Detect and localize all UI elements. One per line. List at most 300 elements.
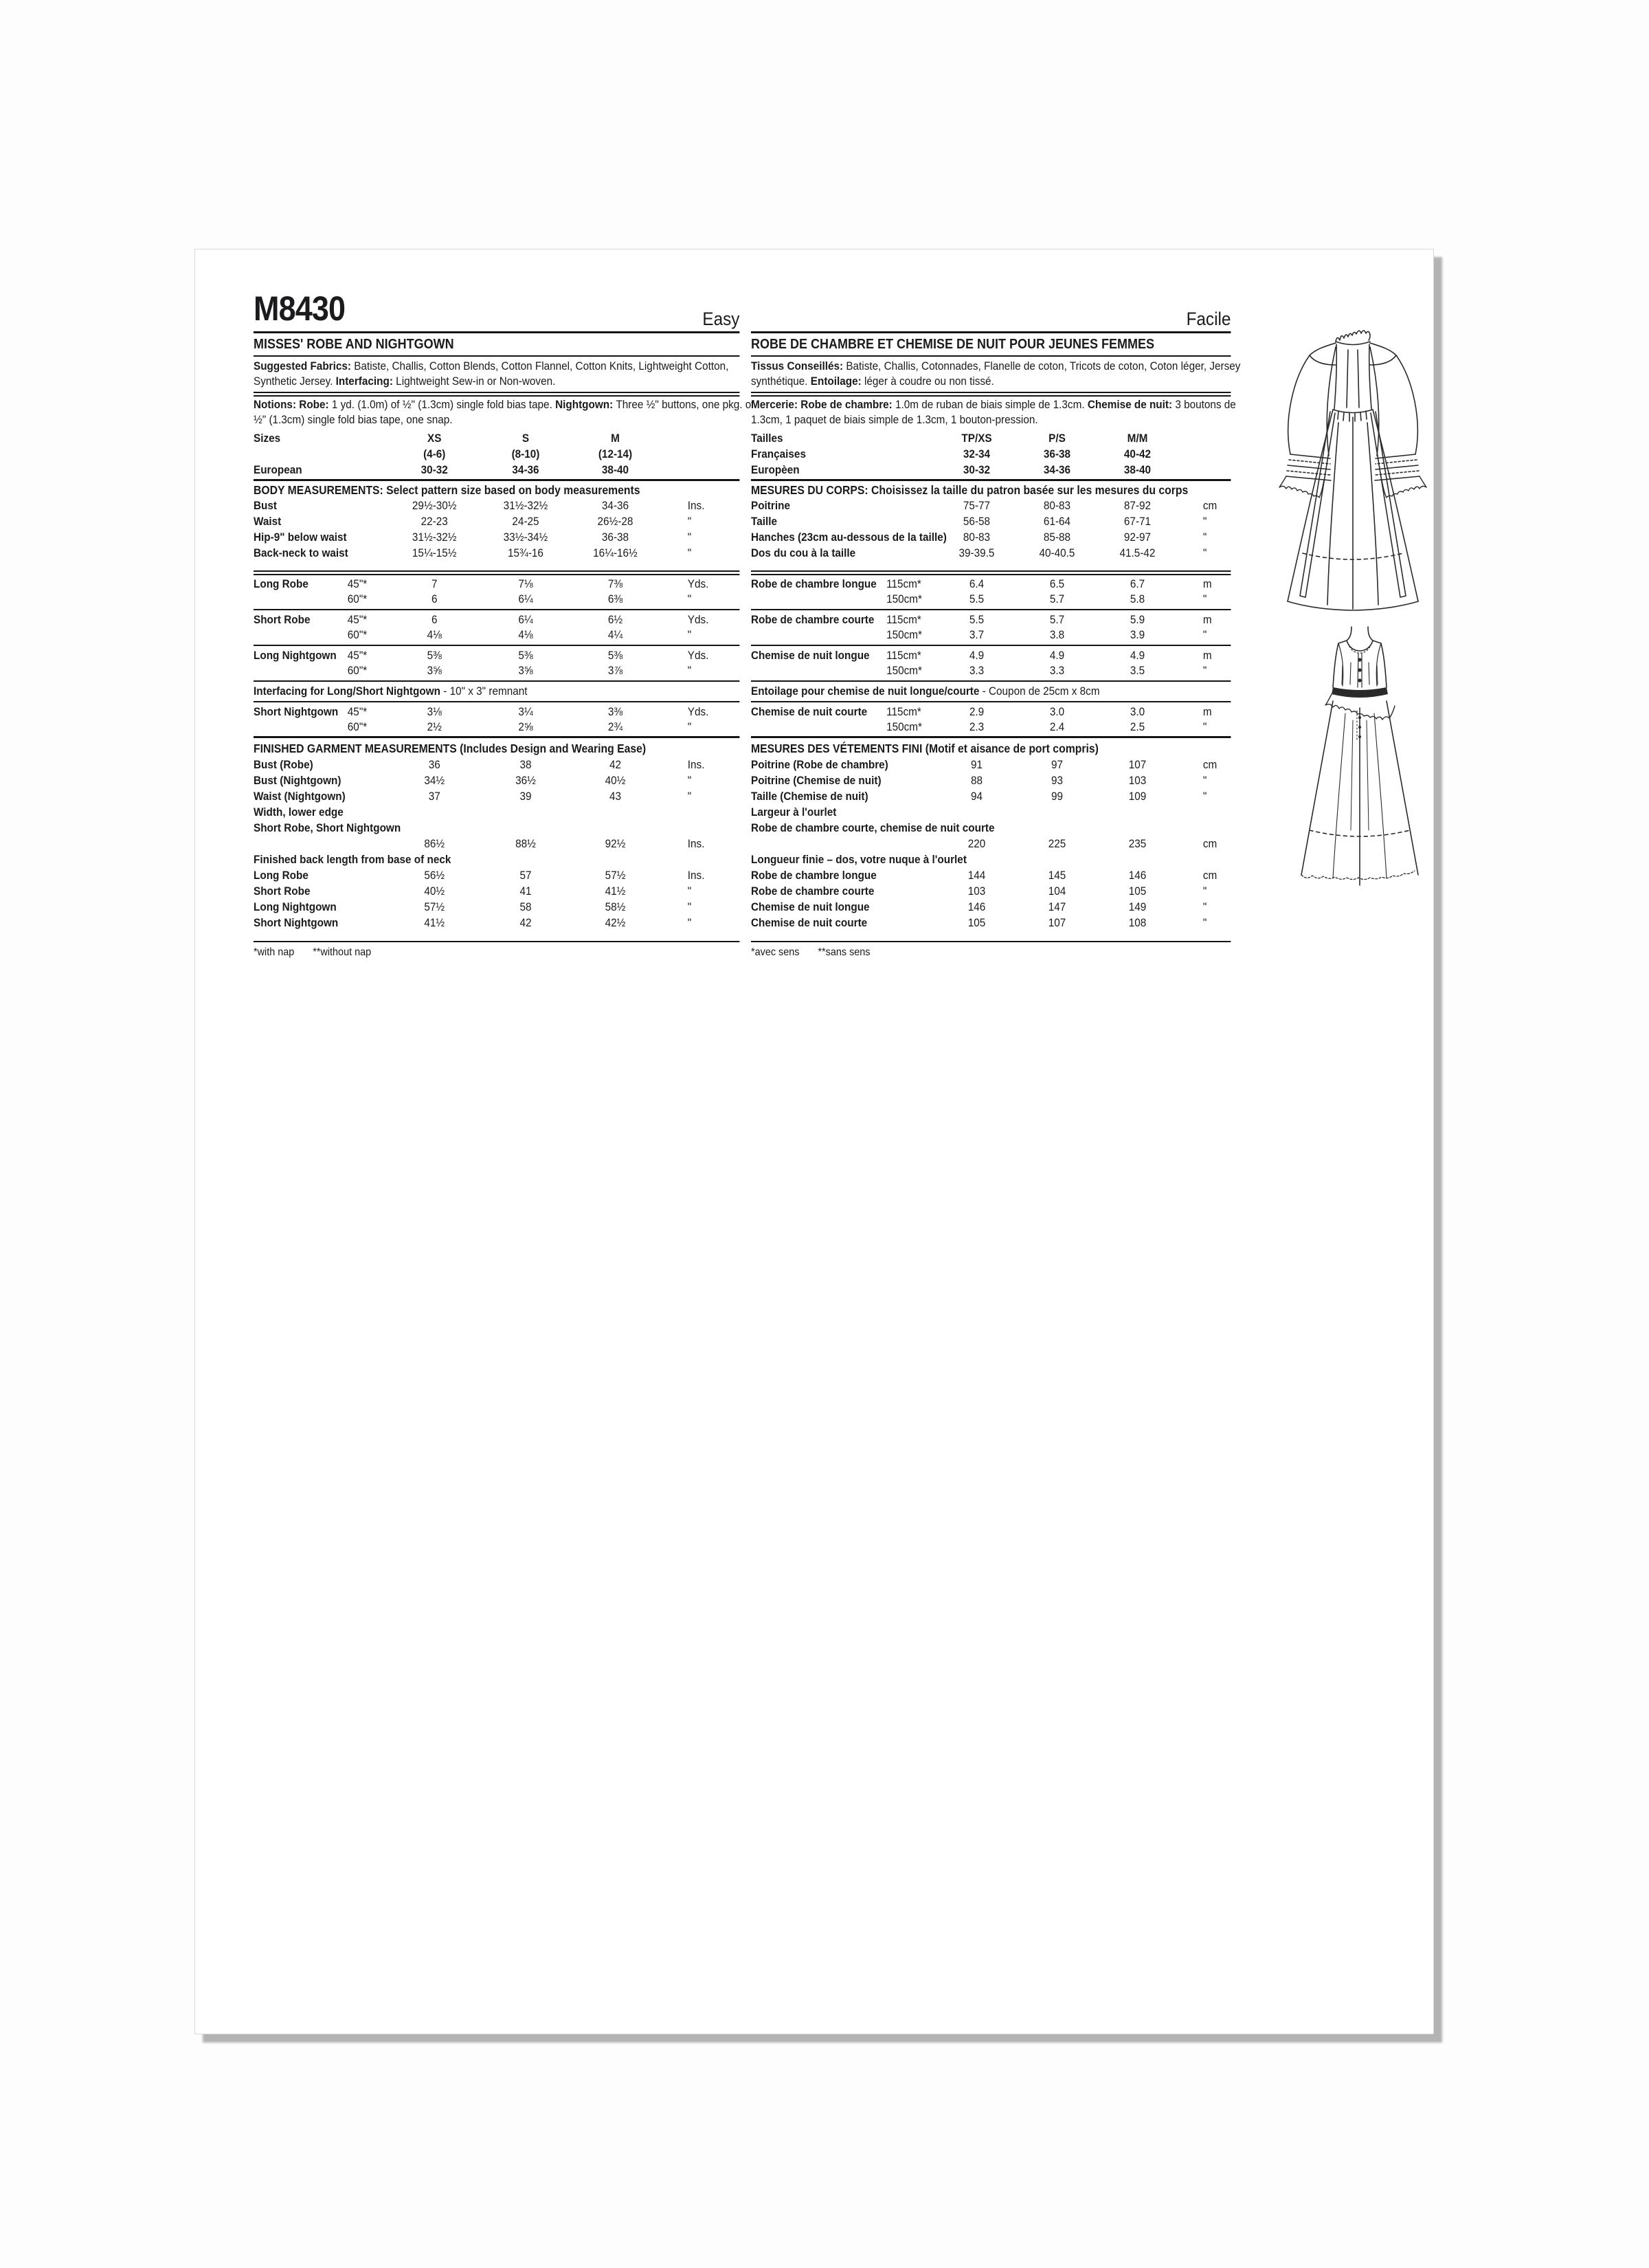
table-row [254,804,739,820]
unit-label: " [1202,530,1207,544]
table-row [751,883,1231,899]
size-value-1: 94 [970,789,983,803]
size-value-3: 43 [609,789,622,803]
row-label: Short Robe, Short Nightgown [254,821,401,834]
size-value-3: M [611,431,620,445]
sizes-table-en [254,430,739,478]
body-measurements-header-en [254,482,739,498]
text-line [254,374,739,389]
table-row [751,720,1231,735]
size-value-3: 103 [1128,773,1147,787]
size-value-1: 29½-30½ [412,498,457,512]
table-row [254,648,739,663]
size-value-2: 5.7 [1049,613,1065,626]
text-segment: Lightweight Sew-in or Non-woven. [396,375,556,388]
text-line [254,412,739,427]
fabric-width-value: 115cm* [886,577,921,590]
rule [254,392,739,397]
unit-label: " [1202,884,1207,898]
unit-label: Yds. [687,705,709,718]
unit-label: " [1202,628,1207,641]
size-value-3: 3⅜ [607,705,623,718]
row-label: European [254,463,302,476]
unit-label: " [1202,720,1207,733]
text-segment: 1.3cm, 1 paquet de biais simple de 1.3cm, 1 bouton-pression. [751,413,1038,426]
size-value-1: 4.9 [969,649,985,662]
table-row [254,883,739,899]
size-value-1: 5.5 [969,592,985,605]
row-label: Poitrine [751,498,790,512]
fabric-width-value: 115cm* [886,613,921,626]
unit-label: " [687,720,692,733]
nap-footnote-fr [751,946,1231,959]
rule [751,479,1231,481]
row-label: Hip-9" below waist [254,530,347,544]
row-label: Chemise de nuit courte [751,915,868,929]
unit-label: " [1202,915,1207,929]
table-row [751,804,1231,820]
size-value-2: 61-64 [1043,514,1071,528]
size-value-2: 145 [1048,868,1066,882]
size-value-2: 80-83 [1043,498,1071,512]
rule [751,941,1231,942]
row-label: Short Robe [254,884,311,898]
size-value-1: 3.3 [969,664,985,677]
unit-label: " [687,530,692,544]
size-value-2: 31½-32½ [503,498,548,512]
unit-label: " [1202,546,1207,559]
row-label: Short Nightgown [254,705,339,718]
row-label: Robe de chambre courte [751,884,875,898]
text-segment: Chemise de nuit: [1087,398,1176,411]
text-segment: Mercerie: Robe de chambre: [751,398,896,411]
size-value-3: 2.5 [1130,720,1145,733]
fabric-width-value: 115cm* [886,649,921,662]
size-value-2: 39 [519,789,532,803]
unit-label: " [1202,592,1207,605]
row-label: Waist (Nightgown) [254,789,346,803]
fabric-width-value: 60"* [347,628,368,641]
unit-label: " [687,546,692,559]
unit-label: m [1202,705,1212,718]
table-row [254,498,739,513]
table-row [254,545,739,561]
size-value-1: 75-77 [963,498,991,512]
table-row [254,915,739,931]
size-value-3: 6⅜ [607,592,623,605]
table-divider [254,645,739,646]
fabric-width-value: 150cm* [886,628,922,641]
row-label: Long Robe [254,868,309,882]
row-label: Width, lower edge [254,805,344,819]
row-label: Hanches (23cm au-dessous de la taille) [751,530,947,544]
unit-label: Yds. [687,613,709,626]
table-row [254,867,739,883]
row-label: Largeur à l'ourlet [751,805,837,819]
garment-title-fr: ROBE DE CHAMBRE ET CHEMISE DE NUIT POUR JEUNES FEMMES [751,337,1155,352]
table-row [751,852,1231,867]
unit-label: Ins. [687,868,705,882]
size-value-1: 7 [431,577,438,590]
table-row [751,577,1231,592]
size-value-2: 2.4 [1049,720,1065,733]
row-label: Taille [751,514,777,528]
size-value-3: 107 [1128,757,1147,771]
size-value-3: 105 [1128,884,1147,898]
size-value-2: 147 [1048,900,1066,913]
table-row [254,592,739,607]
rule [751,355,1231,357]
size-value-3: 146 [1128,868,1147,882]
yardage-table-fr [751,577,1231,735]
table-row [751,788,1231,804]
size-value-3: 2¾ [607,720,623,733]
english-column [254,249,754,1005]
size-value-1: 3⅛ [427,705,442,718]
table-row [751,529,1231,545]
size-value-3: 16¼-16½ [593,546,638,559]
table-divider [751,701,1231,702]
size-value-2: 3.0 [1049,705,1065,718]
size-value-1: 37 [428,789,440,803]
table-divider [254,609,739,610]
nightgown-illustration [1288,624,1432,896]
size-value-3: 5⅜ [607,649,623,662]
size-value-2: 34-36 [1043,463,1071,476]
size-value-3: 41½ [605,884,626,898]
table-row [254,462,739,478]
table-note-line [254,684,739,699]
row-label: Tailles [751,431,783,445]
unit-label: m [1202,577,1212,590]
unit-label: " [687,514,692,528]
long-robe-illustration [1267,326,1439,615]
row-label: Waist [254,514,282,528]
size-value-3: 92½ [605,836,626,850]
text-segment: Interfacing for Long/Short Nightgown [254,685,440,698]
size-value-3: 4¼ [607,628,623,641]
size-value-1: 105 [967,915,986,929]
fabric-width-value: 150cm* [886,592,922,605]
row-label: Dos du cou à la taille [751,546,856,559]
text-segment: FINISHED GARMENT MEASUREMENTS (Includes Design and Wearing Ease) [254,742,647,755]
footnote-avec-sens: *avec sens [751,946,800,958]
table-row [751,915,1231,931]
size-value-2: 40-40.5 [1039,546,1075,559]
table-divider [254,680,739,682]
text-segment: 1 yd. (1.0m) of ½" (1.3cm) single fold bias tape. [331,398,556,411]
table-row [254,788,739,804]
size-value-2: 104 [1048,884,1066,898]
table-row [751,757,1231,772]
size-value-2: 2⅝ [518,720,533,733]
mercerie-paragraph [751,397,1236,427]
row-label: Long Robe [254,577,309,590]
rule [254,941,739,942]
size-value-3: 58½ [605,900,626,913]
table-row [751,462,1231,478]
size-value-3: 6½ [607,613,623,626]
size-value-3: 40½ [605,773,626,787]
text-segment: 1.0m de ruban de biais simple de 1.3cm. [895,398,1088,411]
finished-garment-table-en [254,757,739,931]
row-label: Bust [254,498,278,512]
footnote-sans-sens: **sans sens [818,946,871,958]
table-row [751,545,1231,561]
size-value-2: 41 [519,884,532,898]
rule [254,479,739,481]
row-label: Finished back length from base of neck [254,852,451,866]
fabric-width-value: 60"* [347,664,368,677]
row-label: Short Robe [254,613,311,626]
rule [751,736,1231,738]
table-row [751,648,1231,663]
rule [751,392,1231,397]
unit-label: " [687,884,692,898]
size-value-3: 3.5 [1130,664,1145,677]
size-value-2: 3⅝ [518,664,533,677]
size-value-1: 41½ [424,915,445,929]
text-segment: BODY MEASUREMENTS: Select pattern size based on body measurements [254,483,640,497]
size-value-1: 15¼-15½ [412,546,457,559]
text-segment: Synthetic Jersey. [254,375,336,388]
size-value-2: 3.3 [1049,664,1065,677]
size-value-3: 92-97 [1123,530,1152,544]
unit-label: cm [1202,868,1218,882]
size-value-2: 3.8 [1049,628,1065,641]
table-row [751,498,1231,513]
size-value-1: 2½ [427,720,442,733]
row-label: Long Nightgown [254,649,337,662]
size-value-2: 99 [1051,789,1064,803]
size-value-3: 109 [1128,789,1147,803]
text-segment: ½" (1.3cm) single fold bias tape, one snap. [254,413,453,426]
row-label: Longueur finie – dos, votre nuque à l'ourlet [751,852,967,866]
table-divider [751,645,1231,646]
unit-label: " [687,628,692,641]
fabric-width-value: 150cm* [886,664,922,677]
pattern-number: M8430 [254,289,346,328]
size-value-1: 5.5 [969,613,985,626]
body-measurements-table-en [254,498,739,561]
size-value-3: M/M [1127,431,1148,445]
text-segment: Interfacing: [335,375,396,388]
rule [751,331,1231,333]
nap-footnote-en [254,946,739,959]
unit-label: m [1202,613,1212,626]
size-value-3: 36-38 [601,530,629,544]
size-value-1: 30-32 [420,463,448,476]
pattern-instruction-sheet [194,249,1434,2034]
unit-label: Yds. [687,649,709,662]
unit-label: " [1202,514,1207,528]
size-value-1: 36 [428,757,440,771]
size-value-2: P/S [1048,431,1066,445]
text-segment: Three ½" buttons, one pkg. of [616,398,754,411]
unit-label: " [1202,773,1207,787]
size-value-2: 42 [519,915,532,929]
size-value-2: 225 [1048,836,1066,850]
size-value-3: 34-36 [601,498,629,512]
size-value-2: 57 [519,868,532,882]
size-value-2: 7⅛ [518,577,533,590]
body-measurements-header-fr [751,482,1231,498]
size-value-2: S [521,431,530,445]
table-row [254,852,739,867]
table-row [254,899,739,915]
footnote-without-nap: **without nap [313,946,372,958]
size-value-2: 5⅜ [518,649,533,662]
size-value-1: 4⅛ [427,628,442,641]
size-value-2: 58 [519,900,532,913]
table-row [254,577,739,592]
table-row [751,836,1231,852]
table-row [751,446,1231,462]
size-value-1: 144 [967,868,986,882]
size-value-3: 67-71 [1123,514,1152,528]
unit-label: " [687,664,692,677]
table-row [254,820,739,836]
table-divider [254,701,739,702]
table-note-line [751,684,1231,699]
unit-label: cm [1202,757,1218,771]
row-label: Poitrine (Chemise de nuit) [751,773,882,787]
row-label: Bust (Nightgown) [254,773,341,787]
size-value-1: 56½ [424,868,445,882]
unit-label: " [687,773,692,787]
unit-label: " [687,592,692,605]
size-value-2: 107 [1048,915,1066,929]
fabric-width-value: 150cm* [886,720,922,733]
size-value-1: TP/XS [961,431,992,445]
yardage-table-en [254,577,739,735]
size-value-3: 4.9 [1130,649,1145,662]
row-label: Sizes [254,431,281,445]
size-value-3: 7⅜ [607,577,623,590]
size-value-3: 108 [1128,915,1147,929]
size-value-2: 4⅛ [518,628,533,641]
footnote-with-nap: *with nap [254,946,295,958]
size-value-3: 57½ [605,868,626,882]
text-line [254,397,754,412]
text-segment: Batiste, Challis, Cotton Blends, Cotton Flannel, Cotton Knits, Lightweight Cotton, [354,359,729,373]
size-value-3: 40-42 [1123,447,1152,460]
row-label: Back-neck to waist [254,546,348,559]
finished-garment-table-fr [751,757,1231,931]
size-value-2: 5.7 [1049,592,1065,605]
table-row [751,627,1231,643]
size-value-1: 56-58 [963,514,991,528]
table-row [254,836,739,852]
text-segment: - Coupon de 25cm x 8cm [979,685,1100,698]
unit-label: " [687,900,692,913]
text-segment: MESURES DU CORPS: Choisissez la taille du patron basée sur les mesures du corps [751,483,1189,497]
body-measurements-table-fr [751,498,1231,561]
size-value-3: (12-14) [598,447,633,460]
fabric-width-value: 45"* [347,649,368,662]
size-value-3: 87-92 [1123,498,1152,512]
size-value-2: 6¼ [518,613,533,626]
size-value-3: 41.5-42 [1119,546,1156,559]
size-value-3: 6.7 [1130,577,1145,590]
table-row [751,430,1231,446]
row-label: Françaises [751,447,806,460]
unit-label: " [1202,789,1207,803]
size-value-1: 32-34 [963,447,991,460]
row-label: Robe de chambre courte [751,613,875,626]
suggested-fabrics-paragraph [254,359,739,389]
size-value-2: 4.9 [1049,649,1065,662]
rule [254,736,739,738]
row-label: Chemise de nuit longue [751,900,870,913]
table-row [254,612,739,627]
table-row [254,627,739,643]
size-value-1: 34½ [424,773,445,787]
size-value-3: 3.0 [1130,705,1145,718]
size-value-1: 146 [967,900,986,913]
unit-label: " [1202,664,1207,677]
table-row [751,513,1231,529]
size-value-2: 93 [1051,773,1064,787]
finished-garment-header-fr [751,741,1231,756]
fabric-width-value: 45"* [347,613,368,626]
size-value-1: 88 [970,773,983,787]
fabric-width-value: 60"* [347,592,368,605]
size-value-1: 2.9 [969,705,985,718]
unit-label: " [687,915,692,929]
size-value-3: 5.8 [1130,592,1145,605]
size-value-3: 42½ [605,915,626,929]
tissus-paragraph [751,359,1241,389]
size-value-1: 220 [967,836,986,850]
text-segment: Suggested Fabrics: [254,359,355,373]
rule [254,355,739,357]
text-segment: - 10" x 3" remnant [440,685,528,698]
size-value-2: 85-88 [1043,530,1071,544]
row-label: Short Nightgown [254,915,339,929]
row-label: Taille (Chemise de nuit) [751,789,868,803]
table-row [751,820,1231,836]
table-row [751,592,1231,607]
size-value-3: 3⅞ [607,664,623,677]
size-value-1: XS [427,431,442,445]
notions-paragraph [254,397,754,427]
unit-label: Ins. [687,498,705,512]
unit-label: Ins. [687,757,705,771]
row-label: Robe de chambre courte, chemise de nuit courte [751,821,995,834]
text-segment: Notions: Robe: [254,398,332,411]
size-value-2: 33½-34½ [503,530,548,544]
unit-label: m [1202,649,1212,662]
table-row [254,529,739,545]
unit-label: Ins. [687,836,705,850]
unit-label: " [1202,900,1207,913]
size-value-2: 38 [519,757,532,771]
text-line [254,359,739,374]
text-segment: Entoilage pour chemise de nuit longue/courte [751,685,980,698]
table-divider [751,680,1231,682]
table-row [751,704,1231,720]
text-segment: synthétique. [751,375,811,388]
fabric-width-value: 45"* [347,577,368,590]
sizes-table-fr [751,430,1231,478]
row-label: Chemise de nuit courte [751,705,868,718]
size-value-1: 39-39.5 [958,546,995,559]
table-row [254,430,739,446]
size-value-1: (4-6) [423,447,446,460]
size-value-2: 6.5 [1049,577,1065,590]
size-value-2: 97 [1051,757,1064,771]
